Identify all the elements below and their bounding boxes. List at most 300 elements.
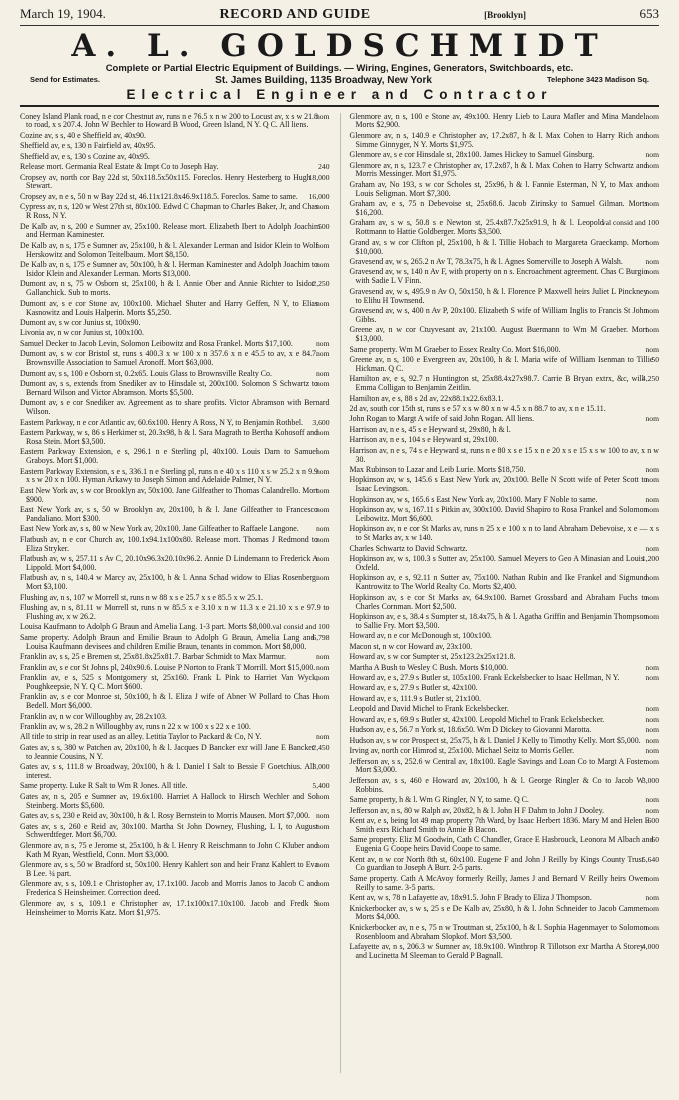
entry-text: Glenmore av, n s, 123.7 e Christopher av, 17.2x87, h & l. Max Cohen to Harry Schwartz and Morris Messinger. Mort $1,975. bbox=[349, 160, 648, 179]
consideration-amount: nom bbox=[315, 898, 330, 908]
conveyance-entry bbox=[20, 574, 330, 592]
advertiser-tagline: Complete or Partial Electric Equipment of Buildings. — Wiring, Engines, Generators, Switchboards, etc. bbox=[105, 62, 574, 74]
entry-text: Dumont av, s w cor Bristol st, runs s 400.3 x w 100 x n 357.6 x n e 45.5 to av, x e 84.7. Brownsville Association to Samuel Aronoff. Mort $63,000. bbox=[20, 349, 318, 368]
conveyance-entry bbox=[20, 340, 330, 349]
entry-text: De Kalb av, n s, 175 e Sumner av, 25x100, h & l. Alexander Lerman and Isidor Klein to Wolf Herskowitz and Solomon Teitelbaum. Mort $8,150. bbox=[20, 240, 318, 259]
conveyance-entry bbox=[350, 506, 660, 524]
consideration-amount: nom bbox=[645, 735, 659, 745]
conveyance-entry bbox=[20, 634, 330, 652]
entry-text: Howard av, e s, 111.9 s Butler st, 21x100. bbox=[349, 693, 481, 703]
advertisement-banner bbox=[20, 26, 659, 107]
consideration-amount: nom bbox=[645, 160, 659, 170]
consideration-amount: nom bbox=[315, 554, 330, 564]
conveyance-entry bbox=[20, 300, 330, 318]
entry-text: Harrison av, n e s, 104 s e Heyward st, 29x100. bbox=[349, 435, 499, 445]
entry-text: Glenmore av, n s, 100 e Stone av, 49x100. Henry Lieb to Laura Mafler and Mina Mandel. Morts $2,900. bbox=[349, 112, 648, 130]
conveyance-entry bbox=[20, 399, 330, 417]
conveyance-entry bbox=[350, 807, 660, 816]
conveyance-entry bbox=[20, 782, 330, 791]
listing-columns bbox=[20, 113, 659, 1073]
conveyance-entry bbox=[350, 426, 660, 435]
advertiser-address: St. James Building, 1135 Broadway, New York bbox=[215, 74, 432, 86]
consideration-amount: nom bbox=[315, 240, 330, 250]
consideration-amount: nom bbox=[315, 466, 330, 476]
conveyance-entry bbox=[20, 812, 330, 821]
entry-text: Gates av, s s, 260 e Reid av, 30x100. Martha St John Downey, Flushing, L I, to August Schwerdtfeger. Mort $6,700. bbox=[20, 821, 318, 840]
entry-text: Franklin av, e s, 525 s Montgomery st, 25x160. Frank L Pink to Harriet Van Wyck, Poughkeepsie, N Y. Q C. Mort $600. bbox=[20, 673, 318, 691]
consideration-amount: 500 bbox=[318, 221, 330, 231]
conveyance-entry bbox=[20, 744, 330, 762]
conveyance-entry bbox=[350, 705, 660, 714]
consideration-amount: nom bbox=[315, 811, 330, 821]
consideration-amount: nom bbox=[645, 756, 659, 766]
consideration-amount: val consid and 100 bbox=[272, 622, 330, 632]
conveyance-entry bbox=[20, 653, 330, 662]
consideration-amount: nom bbox=[315, 447, 330, 457]
consideration-amount: 2,450 bbox=[312, 742, 330, 752]
entry-text: Kent av, e s, being lot 49 map property 7th Ward, by Isaac Herbert 1836. Mary M and Helen E Smith exrs Richard Smith to Annie B Bacon. bbox=[349, 815, 650, 834]
consideration-amount: 240 bbox=[318, 162, 330, 172]
consideration-amount: nom bbox=[645, 592, 659, 602]
consideration-amount: nom bbox=[315, 573, 330, 583]
entry-text: Franklin av, s s, 25 e Bremen st, 25x81.8x25x81.7. Barbar Schmidt to Max Marmur. bbox=[20, 652, 286, 662]
conveyance-entry bbox=[350, 415, 660, 424]
entry-text: Flushing av, n s, 107 w Morrell st, runs n w 88 x s e 25.7 x s e 85.5 x w 25.1. bbox=[20, 592, 263, 602]
consideration-amount: nom bbox=[315, 879, 330, 889]
entry-text: Howard av, n e cor McDonough st, 100x100. bbox=[349, 631, 492, 641]
entry-text: Dumont av, s w cor Junius st, 100x90. bbox=[20, 317, 141, 327]
conveyance-entry bbox=[20, 113, 330, 131]
conveyance-entry bbox=[20, 594, 330, 603]
entry-text: De Kalb av, n s, 175 e Sumner av, 50x100, h & l. Herman Kaminester and Adolph Joachim to Isidor Klein and Alexander Lerman. Morts $13,000. bbox=[20, 260, 318, 278]
consideration-amount: nom bbox=[645, 414, 659, 424]
conveyance-entry bbox=[350, 758, 660, 776]
consideration-amount: nom bbox=[645, 543, 659, 553]
conveyance-entry bbox=[20, 193, 330, 202]
conveyance-entry bbox=[20, 842, 330, 860]
consideration-amount: nom bbox=[315, 524, 330, 534]
conveyance-entry bbox=[20, 506, 330, 524]
entry-text: Knickerbocker av, n e s, 75 n w Troutman st, 25x100, h & l. Sophia Hagenmayer to Solomon Rosenbloom and Abraham Slopkof. Mort $3,500. bbox=[349, 922, 648, 941]
entry-text: Leopold and David Michel to Frank Eckelsbecker. bbox=[349, 704, 509, 714]
conveyance-entry bbox=[350, 632, 660, 641]
consideration-amount: nom bbox=[645, 112, 659, 121]
consideration-amount: nom bbox=[645, 130, 659, 140]
conveyance-entry bbox=[20, 900, 330, 918]
entry-text: Sheffield av, e s, 130 n Fairfield av, 40x95. bbox=[20, 141, 156, 151]
entry-text: Gravesend av, w s, 495.9 n Av O, 50x150, h & l. Florence P Maxwell heirs Juliet L Pinckney to Elihu H Townsend. bbox=[349, 286, 648, 305]
entry-text: Same property. Eliz M Goodwin, Cath C Chandler, Grace E Hasbrouck, Leonora M Albach and Eugenia G Coope heirs David Coope to same. bbox=[349, 835, 654, 854]
entry-text: Kent av, w s, 78 n Lafayette av, 18x91.5. John F Brady to Eliza J Thompson. bbox=[349, 893, 592, 903]
consideration-amount: nom bbox=[645, 662, 659, 672]
entry-text: Graham av, e s, 75 n Debevoise st, 25x68.6. Jacob Zirinsky to Samuel Gilman. Morts $16,200. bbox=[349, 199, 648, 217]
consideration-amount: nom bbox=[315, 673, 330, 683]
entry-text: Howard av, e s, 27.9 s Butler st, 105x100. Frank Eckelsbecker to Isaac Hellman, N Y. bbox=[349, 673, 620, 683]
consideration-amount: nom bbox=[315, 379, 330, 389]
conveyance-entry bbox=[350, 405, 660, 414]
entry-text: Jefferson av, n s, 80 w Ralph av, 20x82, h & l. John H F Dahm to John J Dooley. bbox=[349, 805, 605, 815]
entry-text: Cropsey av, north cor Bay 22d st, 50x118.5x50x115. Foreclos. Henry Hesterberg to Hugh Stewart. bbox=[20, 172, 311, 191]
entry-text: Dumont av, s s, 100 e Osborn st, 0.2x65. Louis Glass to Brownsville Realty Co. bbox=[20, 368, 272, 378]
consideration-amount: nom bbox=[645, 305, 659, 315]
consideration-amount: nom bbox=[645, 805, 659, 815]
entry-text: Gravesend av, w s, 265.2 n Av T, 78.3x75, h & l. Agnes Somerville to Joseph A Walsh. bbox=[349, 256, 623, 266]
conveyance-entry bbox=[350, 574, 660, 592]
consideration-amount: 5,400 bbox=[312, 781, 330, 791]
consideration-amount: 3,000 bbox=[312, 762, 330, 772]
conveyance-entry bbox=[350, 496, 660, 505]
conveyance-entry bbox=[350, 113, 660, 131]
entry-text: John Rogan to Margt A wife of said John Rogan. All liens. bbox=[349, 414, 535, 424]
conveyance-entry bbox=[20, 713, 330, 722]
conveyance-entry bbox=[20, 793, 330, 811]
conveyance-entry bbox=[350, 375, 660, 393]
entry-text: Hopkinson av, w s, 100.3 s Sutter av, 25x100. Samuel Meyers to Geo A Minasian and Louis Oxfeld. bbox=[349, 554, 644, 572]
entry-text: Eastern Parkway, w s, 86 s Herkimer st, 20.3x98, h & l. Sara Magrath to Bertha Kohosoff and Rosa Stein. Mort $3,500. bbox=[20, 428, 318, 446]
conveyance-entry bbox=[20, 429, 330, 447]
entry-text: Glenmore av, s e cor Hinsdale st, 28x100. James Hickey to Samuel Ginsburg. bbox=[349, 150, 595, 160]
conveyance-entry bbox=[350, 239, 660, 257]
entry-text: Cozine av, s s, 40 e Sheffield av, 40x90. bbox=[20, 130, 146, 140]
entry-text: Dumont av, n s, 75 w Osborn st, 25x100, h & l. Annie Ober and Annie Richter to Isidor Gallanchick. Sub to morts. bbox=[20, 279, 315, 298]
entry-text: Glenmore av, n s, 75 e Jerome st, 25x100, h & l. Henry R Reischmann to John C Kluber and Kath M Ryan, Westfield, Conn. Mort $3,000. bbox=[20, 840, 318, 859]
consideration-amount: nom bbox=[645, 494, 659, 504]
conveyance-entry bbox=[350, 716, 660, 725]
conveyance-entry bbox=[350, 436, 660, 445]
entry-text: Eastern Parkway Extension, s e s, 336.1 n e Sterling pl, runs n e 40 x s 110 x s w 25.2 x n 9.9 x s w 20 x n 100. Hyman Arkawy to Joseph Simon and Adelaide Palmer, N Y. bbox=[20, 466, 318, 485]
consideration-amount: nom bbox=[645, 922, 659, 932]
conveyance-entry bbox=[350, 613, 660, 631]
left-column bbox=[20, 113, 330, 1073]
entry-text: Flushing av, n s, 81.11 w Morrell st, runs n w 85.5 x e 3.10 x n w 11.3 x e 21.10 x s e 97.9 to Flushing av, x w 26.2. bbox=[20, 603, 330, 621]
conveyance-entry bbox=[350, 643, 660, 652]
conveyance-entry bbox=[350, 684, 660, 693]
entry-text: Franklin av, n w cor Willoughby av, 28.2x103. bbox=[20, 711, 167, 721]
entry-text: Gates av, s s, 380 w Patchen av, 20x100, h & l. Jacques D Bancker exr will Jane E Bancker to Jeannie Cousins, N Y. bbox=[20, 742, 315, 761]
conveyance-entry bbox=[350, 395, 660, 404]
conveyance-entry bbox=[350, 737, 660, 746]
entry-text: Franklin av, s e cor Monroe st, 50x100, h & l. Eliza J wife of Abner W Pollard to Chas H Bedell. Mort $6,000. bbox=[20, 692, 318, 711]
consideration-amount: nom bbox=[315, 202, 330, 212]
entry-text: Max Rubinson to Lazar and Leib Lurie. Morts $18,750. bbox=[349, 464, 526, 474]
consideration-amount: nom bbox=[315, 860, 330, 870]
conveyance-entry bbox=[350, 777, 660, 795]
edition-label: [Brooklyn] bbox=[484, 10, 526, 20]
conveyance-entry bbox=[20, 142, 330, 151]
conveyance-entry bbox=[20, 174, 330, 192]
entry-text: Howard av, s w cor Sumpter st, 25x123.2x25x121.8. bbox=[349, 652, 516, 662]
entry-text: Hopkinson av, w s, 167.11 s Pitkin av, 300x100. David Shapiro to Rosa Frankel and Solomon Leibowitz. Mort $6,600. bbox=[349, 505, 648, 523]
consideration-amount: 4,250 bbox=[641, 374, 659, 384]
entry-text: Cypress av, n s, 120 w West 27th st, 80x100. Edwd C Chapman to Charles Baker, Jr, and Chas R Ross, N Y. bbox=[20, 202, 318, 221]
entry-text: Hamilton av, e s, 92.7 n Huntington st, 25x88.4x27x98.7. Carrie B Bryan extrx, &c, will Emma Colligan to Benjamin Zeitlin. bbox=[349, 374, 644, 393]
entry-text: Cropsey av, n e s, 50 n w Bay 22d st, 46.11x121.8x46.9x118.5. Foreclos. Same to same. bbox=[20, 191, 298, 201]
conveyance-entry bbox=[350, 219, 660, 237]
conveyance-entry bbox=[350, 181, 660, 199]
conveyance-entry bbox=[20, 861, 330, 879]
conveyance-entry bbox=[20, 319, 330, 328]
consideration-amount: nom bbox=[315, 840, 330, 850]
consideration-amount: val consid and 100 bbox=[601, 218, 659, 228]
entry-text: Release mort. Germania Real Estate & Impt Co to Joseph Hay. bbox=[20, 162, 219, 172]
conveyance-entry bbox=[20, 763, 330, 781]
entry-text: Gates av, s s, 230 e Reid av, 30x100, h & l. Rosy Bernstein to Morris Mausen. Mort $7,000. bbox=[20, 811, 311, 821]
conveyance-entry bbox=[350, 132, 660, 150]
consideration-amount: nom bbox=[645, 475, 659, 485]
advertiser-name: A. L. GOLDSCHMIDT bbox=[71, 28, 608, 64]
entry-text: East New York av, s s, 50 w Brooklyn av, 20x100, h & l. Jane Gilfeather to Francesco Pandaliano. Mort $300. bbox=[20, 505, 318, 523]
entry-text: Flatbush av, w s, 257.11 s Av C, 20.10x96.3x20.10x96.2. Annie D Lindemann to Frederick A Lippold. Mort $4,000. bbox=[20, 554, 318, 572]
entry-text: Hopkinson av, e s, 38.4 s Sumpter st, 18.4x75, h & l. Agatha Griffin and Benjamin Thompson to Sallie Fry. Mort $3,500. bbox=[349, 611, 648, 630]
conveyance-entry bbox=[350, 326, 660, 344]
conveyance-entry bbox=[20, 448, 330, 466]
entry-text: Hudson av, s w cor Prospect st, 25x75, h & l. Daniel J Kelly to Timothy Kelly. Mort $5,000. bbox=[349, 735, 641, 745]
consideration-amount: nom bbox=[645, 286, 659, 296]
right-column bbox=[340, 113, 660, 1073]
entry-text: Harrison av, n e s, 74 s e Heyward st, runs n e 80 x s e 15 x n e 20 x s e 15 x s w 100 to av, x n w 30. bbox=[349, 445, 659, 464]
conveyance-entry bbox=[350, 447, 660, 465]
consideration-amount: 50 bbox=[651, 354, 659, 364]
entry-text: Knickerbocker av, s w s, 25 s e De Kalb av, 25x80, h & l. John Schneider to Jacob Cammer. Morts $4,000. bbox=[349, 903, 648, 922]
consideration-amount: 3,600 bbox=[312, 417, 330, 427]
consideration-amount: nom bbox=[645, 873, 659, 883]
consideration-amount: 60 bbox=[651, 835, 659, 845]
conveyance-entry bbox=[350, 288, 660, 306]
consideration-amount: nom bbox=[315, 662, 330, 672]
consideration-amount: nom bbox=[645, 256, 659, 266]
entry-text: Samuel Decker to Jacob Levin, Solomon Leibowitz and Rosa Frankel. Morts $17,100. bbox=[20, 338, 293, 348]
conveyance-entry bbox=[350, 817, 660, 835]
consideration-amount: nom bbox=[645, 714, 659, 724]
advertiser-address-row bbox=[20, 75, 659, 86]
conveyance-entry bbox=[20, 261, 330, 279]
conveyance-entry bbox=[20, 693, 330, 711]
consideration-amount: 18,000 bbox=[308, 172, 330, 182]
conveyance-entry bbox=[20, 370, 330, 379]
consideration-amount: nom bbox=[645, 611, 659, 621]
conveyance-entry bbox=[20, 280, 330, 298]
conveyance-entry bbox=[350, 695, 660, 704]
conveyance-entry bbox=[20, 242, 330, 260]
conveyance-entry bbox=[350, 747, 660, 756]
entry-text: Hopkinson av, w s, 165.6 s East New York av, 20x100. Mary F Noble to same. bbox=[349, 494, 598, 504]
conveyance-entry bbox=[350, 162, 660, 180]
consideration-amount: nom bbox=[315, 652, 330, 662]
entry-text: De Kalb av, n s, 200 e Sumner av, 25x100. Release mort. Elizabeth Ibert to Adolph Joachim and Herman Kaminester. bbox=[20, 221, 321, 240]
entry-text: Glenmore av, s s, 50 w Bradford st, 50x100. Henry Kahlert son and heir Franz Kahlert to Eva B Lee. ¼ part. bbox=[20, 860, 318, 879]
conveyance-entry bbox=[350, 836, 660, 854]
conveyance-entry bbox=[350, 894, 660, 903]
consideration-amount: 16,000 bbox=[308, 191, 330, 201]
conveyance-entry bbox=[350, 875, 660, 893]
entry-text: Graham av, No 193, s w cor Scholes st, 25x96, h & l. Fannie Esterman, N Y, to Max and Louis Seligman. Mort $7,300. bbox=[349, 179, 648, 198]
conveyance-entry bbox=[20, 468, 330, 486]
conveyance-entry bbox=[350, 545, 660, 554]
entry-text: Hopkinson av, n e cor St Marks av, runs n 25 x e 100 x n to land Abraham Debevoise, x e — x s to St Marks av, x w 140. bbox=[349, 524, 659, 543]
entry-text: Gates av, s s, 111.8 w Broadway, 20x100, h & l. Daniel I Salt to Bessie F Goetchius. All interest. bbox=[20, 762, 315, 781]
consideration-amount: nom bbox=[315, 692, 330, 702]
entry-text: Dumont av, s e cor Stone av, 100x100. Michael Shuter and Harry Geffen, N Y, to Elias Kasnowitz and Louis Halperin. Morts $5,250. bbox=[20, 298, 318, 317]
conveyance-entry bbox=[20, 223, 330, 241]
entry-text: Charles Schwartz to David Schwartz. bbox=[349, 543, 468, 553]
entry-text: All title to strip in rear used as an alley. Letitia Taylor to Packard & Co, N Y. bbox=[20, 732, 262, 742]
entry-text: Greene av, n s, 100 e Evergreen av, 20x100, h & l. Maria wife of William Isenman to Tillie Hickman. Q C. bbox=[349, 354, 654, 373]
consideration-amount: nom bbox=[645, 746, 659, 756]
consideration-amount: 600 bbox=[647, 815, 659, 825]
conveyance-entry bbox=[20, 664, 330, 673]
entry-text: Dumont av, s s, extends from Snediker av to Hinsdale st, 200x100. Solomon S Schwartz to Bernard Wilson and Victor Abramson. Morts $5,500. bbox=[20, 379, 318, 397]
entry-text: Lafayette av, n s, 206.3 w Sumner av, 18.9x100. Winthrop R Tillotson exr Martha A Storey and Lucinetta M Sleeman to Gerald P Bagnall. bbox=[349, 942, 644, 960]
entry-text: East New York av, s w cor Brooklyn av, 50x100. Jane Gilfeather to Thomas Calandrello. Mort $900. bbox=[20, 485, 318, 504]
conveyance-entry bbox=[350, 346, 660, 355]
entry-text: Same property. Wm M Graeber to Essex Realty Co. Mort $16,000. bbox=[349, 344, 561, 354]
entry-text: Howard av, e s, 69.9 s Butler st, 42x100. Leopold Michel to Frank Eckelsbecker. bbox=[349, 714, 605, 724]
consideration-amount: nom bbox=[645, 237, 659, 247]
page-number: 653 bbox=[639, 6, 659, 21]
entry-text: Livonia av, n w cor Junius st, 100x100. bbox=[20, 328, 144, 338]
consideration-amount: nom bbox=[645, 344, 659, 354]
conveyance-entry bbox=[350, 258, 660, 267]
consideration-amount: nom bbox=[315, 505, 330, 515]
consideration-amount: nom bbox=[645, 179, 659, 189]
conveyance-entry bbox=[20, 823, 330, 841]
consideration-amount: nom bbox=[645, 673, 659, 683]
conveyance-entry bbox=[350, 476, 660, 494]
entry-text: Hopkinson av, w s, 145.6 s East New York av, 20x100. Belle N Scott wife of Peter Scott to Isaac Levingson. bbox=[349, 475, 648, 494]
entry-text: Franklin av, w s, 28.2 n Willoughby av, runs n 22 x w 100 x s 22 x e 100. bbox=[20, 722, 251, 732]
entry-text: Glenmore av, s s, 109.1 e Christopher av, 17.1x100x17.10x100. Jacob and Fredk S Heinsheimer to Morris Katz. Mort $1,975. bbox=[20, 898, 318, 917]
conveyance-entry bbox=[20, 132, 330, 141]
consideration-amount: nom bbox=[315, 298, 330, 308]
running-head bbox=[20, 6, 659, 26]
conveyance-entry bbox=[20, 419, 330, 428]
conveyance-entry bbox=[350, 200, 660, 218]
consideration-amount: 2,250 bbox=[312, 279, 330, 289]
entry-text: Macon st, n w cor Howard av, 23x100. bbox=[349, 641, 473, 651]
conveyance-entry bbox=[350, 924, 660, 942]
consideration-amount: 3,000 bbox=[641, 775, 659, 785]
entry-text: Harrison av, n e s, 45 s e Heyward st, 29x80, h & l. bbox=[349, 424, 511, 434]
conveyance-entry bbox=[20, 723, 330, 732]
consideration-amount: 6,798 bbox=[312, 632, 330, 642]
entry-text: Greene av, n w cor Ctuyvesant av, 21x100. August Buermann to Wm M Graeber. Mort $13,000. bbox=[349, 325, 648, 344]
entry-text: Hopkinson av, e s, 92.11 n Sutter av, 75x100. Nathan Rubin and Ike Frankel and Sigmund Kantrowitz to The World Realty Co. Morts $2,400. bbox=[349, 573, 648, 592]
consideration-amount: nom bbox=[315, 112, 330, 121]
conveyance-entry bbox=[20, 153, 330, 162]
conveyance-entry bbox=[20, 733, 330, 742]
conveyance-entry bbox=[20, 880, 330, 898]
consideration-amount: nom bbox=[645, 893, 659, 903]
conveyance-entry bbox=[20, 350, 330, 368]
entry-text: Martha A Bush to Wesley C Bush. Morts $10,000. bbox=[349, 662, 509, 672]
conveyance-entry bbox=[20, 525, 330, 534]
conveyance-entry bbox=[20, 604, 330, 622]
conveyance-entry bbox=[20, 623, 330, 632]
consideration-amount: nom bbox=[315, 791, 330, 801]
consideration-amount: nom bbox=[645, 704, 659, 714]
conveyance-entry bbox=[350, 726, 660, 735]
consideration-amount: nom bbox=[645, 150, 659, 160]
conveyance-entry bbox=[350, 268, 660, 286]
consideration-amount: nom bbox=[645, 199, 659, 209]
conveyance-entry bbox=[350, 905, 660, 923]
conveyance-entry bbox=[350, 555, 660, 573]
advertiser-phone: Telephone 3423 Madison Sq. bbox=[547, 74, 649, 84]
conveyance-entry bbox=[20, 536, 330, 554]
conveyance-entry bbox=[350, 307, 660, 325]
consideration-amount: nom bbox=[645, 573, 659, 583]
advertiser-profession: Electrical Engineer and Contractor bbox=[126, 86, 553, 102]
issue-date: March 19, 1904. bbox=[20, 6, 106, 21]
consideration-amount: nom bbox=[645, 725, 659, 735]
consideration-amount: nom bbox=[315, 485, 330, 495]
entry-text: Eastern Parkway Extension, e s, 296.1 n e Sterling pl, 40x100. Louis Darn to Samuel Graboys. Mort $1,000. bbox=[20, 447, 318, 466]
consideration-amount: nom bbox=[645, 464, 659, 474]
entry-text: Hopkinson av, s e cor St Marks av, 64.9x100. Barnet Grossbard and Abraham Fuchs to Charles Cornman. Mort $2,500. bbox=[349, 592, 648, 611]
entry-text: Same property. Adolph Braun and Emilie Braun to Adolph G Braun, Amelia Lang and Louisa Kaufmann devisees and children Emilie Braun, tenants in common. Mort $8,000. bbox=[20, 632, 315, 651]
entry-text: Sheffield av, e s, 130 s Cozine av, 40x95. bbox=[20, 151, 150, 161]
consideration-amount: nom bbox=[645, 267, 659, 277]
conveyance-entry bbox=[350, 466, 660, 475]
entry-text: Howard av, e s, 27.9 s Butler st, 42x100. bbox=[349, 683, 478, 693]
conveyance-entry bbox=[350, 943, 660, 961]
entry-text: Gates av, n s, 205 e Sumner av, 19.6x100. Harriet A Hallock to Hirsch Wechler and Sol Steinberg. Morts $5,600. bbox=[20, 791, 318, 810]
consideration-amount: nom bbox=[315, 349, 330, 359]
conveyance-entry bbox=[350, 664, 660, 673]
conveyance-entry bbox=[350, 674, 660, 683]
conveyance-entry bbox=[350, 653, 660, 662]
entry-text: Flatbush av, n s, 140.4 w Marcy av, 25x100, h & l. Anna Schad widow to Elias Rosenberg. Mort $3,100. bbox=[20, 573, 318, 592]
consideration-amount: nom bbox=[645, 325, 659, 335]
entry-text: Same property. Luke R Salt to Wm R Jones. All title. bbox=[20, 781, 188, 791]
estimates-note: Send for Estimates. bbox=[30, 74, 101, 84]
conveyance-entry bbox=[20, 555, 330, 573]
entry-text: East New York av, s s, 80 w New York av, 20x100. Jane Gilfeather to Raffaele Langone. bbox=[20, 524, 299, 534]
conveyance-entry bbox=[20, 163, 330, 172]
publication-title: RECORD AND GUIDE bbox=[219, 7, 371, 22]
entry-text: 2d av, south cor 15th st, runs s e 57 x s w 80 x n w 4.5 x n 88.7 to av, x n e 15.11. bbox=[349, 403, 606, 413]
entry-text: Eastern Parkway, n e cor Atlantic av, 60.6x100. Henry A Ross, N Y, to Benjamin Rothbel. bbox=[20, 417, 303, 427]
conveyance-entry bbox=[350, 151, 660, 160]
consideration-amount: nom bbox=[645, 505, 659, 515]
consideration-amount: 1,200 bbox=[641, 554, 659, 564]
entry-text: Gravesend av, w s, 400 n Av P, 20x100. Elizabeth S wife of William Inglis to Francis St John Gibbs. bbox=[349, 305, 648, 324]
consideration-amount: nom bbox=[315, 534, 330, 544]
entry-text: Dumont av, s e cor Snediker av. Agreement as to share profits. Victor Abramson with Bernard Wilson. bbox=[20, 398, 330, 417]
entry-text: Flatbush av, n e cor Church av, 100.1x94.1x100x80. Release mort. Thomas J Redmond to Eliza Stryker. bbox=[20, 534, 318, 553]
consideration-amount: nom bbox=[315, 732, 330, 742]
conveyance-entry bbox=[20, 329, 330, 338]
consideration-amount: nom bbox=[315, 260, 330, 270]
entry-text: Hudson av, e s, 56.7 n York st, 18.6x50. Wm D Dickey to Giovanni Marotta. bbox=[349, 725, 592, 735]
conveyance-entry bbox=[20, 674, 330, 692]
entry-text: Same property, h & l. Wm G Ringler, N Y, to same. Q C. bbox=[349, 795, 529, 805]
entry-text: Same property. Cath A McAvoy formerly Reilly, James J and Bernard V Reilly heirs Owen Reilly to same. 3-5 parts. bbox=[349, 873, 648, 892]
entry-text: Coney Island Plank road, n e cor Chestnut av, runs n e 76.5 x n w 200 to Locust av, x s w 21.8 to road, x s 207.4. John W Bechler to Howard B Wood, Green Island, N Y. Q C. All liens. bbox=[20, 112, 318, 130]
entry-text: Irving av, north cor Himrod st, 25x100. Michael Seitz to Morris Geller. bbox=[349, 746, 575, 756]
entry-text: Gravesend av, w s, 140 n Av F, with property on n s. Encroachment agreement. Chas C Burgio with Sadie L V Finn. bbox=[349, 267, 648, 286]
consideration-amount: nom bbox=[315, 338, 330, 348]
entry-text: Hamilton av, e s, 88 s 2d av, 22x88.1x22.6x83.1. bbox=[349, 393, 504, 403]
conveyance-entry bbox=[350, 356, 660, 374]
entry-text: Glenmore av, n s, 140.9 e Christopher av, 17.2x87, h & l. Max Cohen to Harry Rich and Simme Ginnyger, N Y. Morts $1,975. bbox=[349, 130, 648, 149]
conveyance-entry bbox=[20, 380, 330, 398]
entry-text: Glenmore av, s s, 109.1 e Christopher av, 17.1x100. Jacob and Morris Janos to Jacob C and Frederica S Heinsheimer. Correction deed. bbox=[20, 879, 318, 898]
conveyance-entry bbox=[20, 203, 330, 221]
conveyance-entry bbox=[350, 796, 660, 805]
entry-text: Franklin av, s e cor St Johns pl, 240x90.6. Louise P Norton to Frank T Morrill. Mort $15,000. bbox=[20, 662, 316, 672]
consideration-amount: nom bbox=[315, 368, 330, 378]
